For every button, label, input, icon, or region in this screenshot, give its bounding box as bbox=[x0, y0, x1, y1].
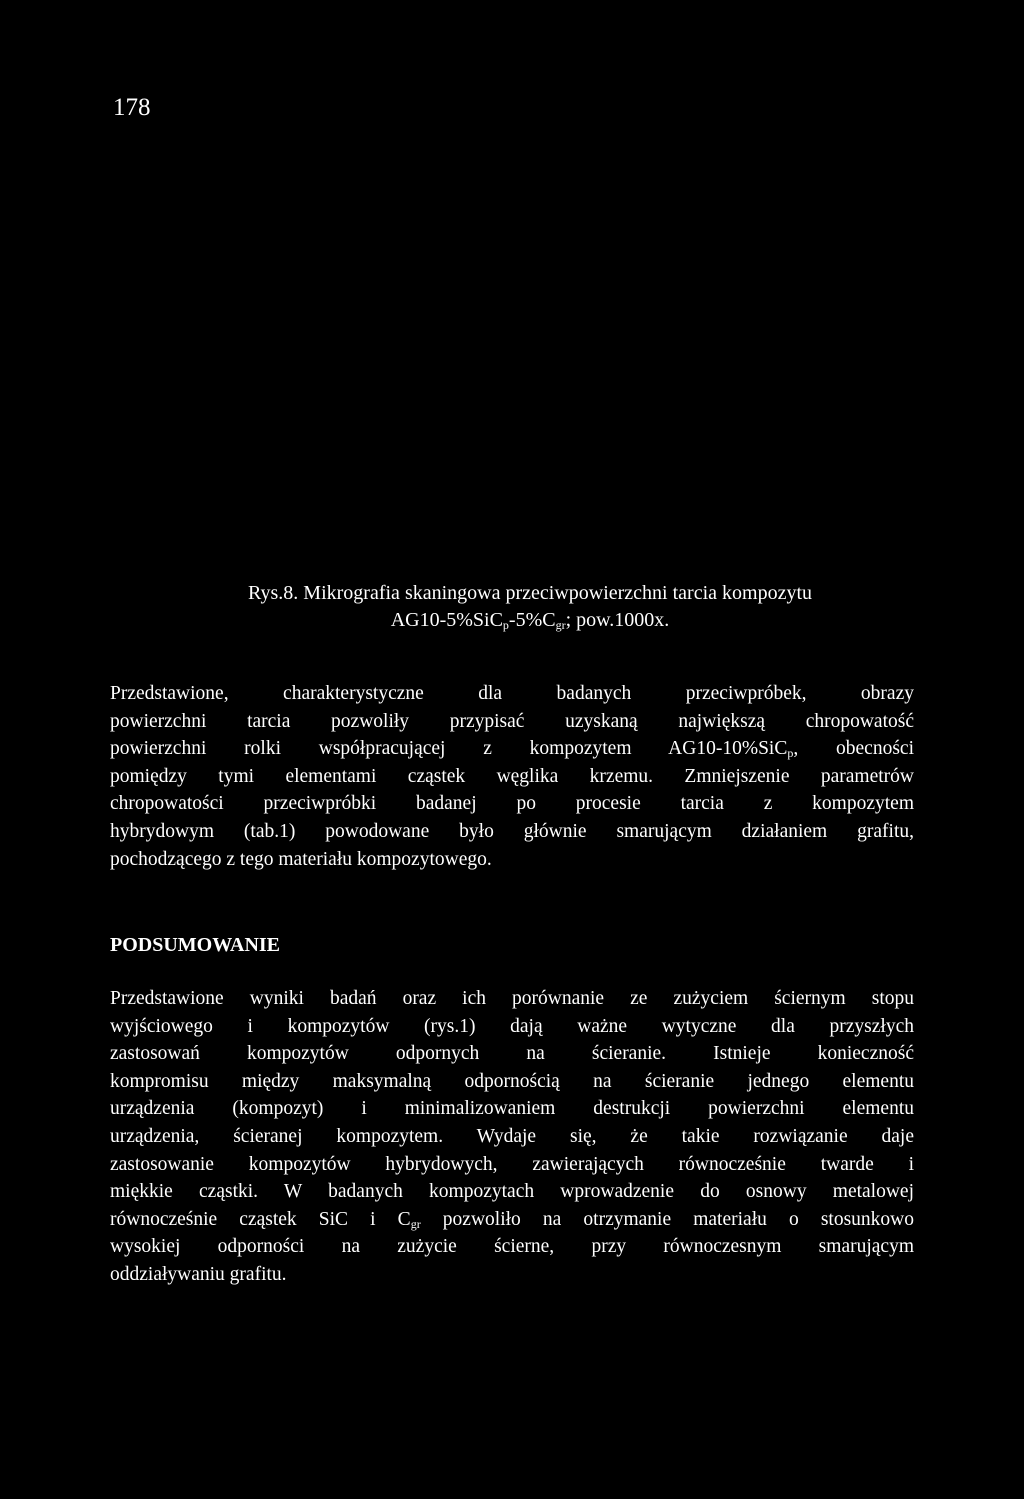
paragraph-line: chropowatości przeciwpróbki badanej po procesie tarcia z kompozytem bbox=[110, 793, 914, 815]
paragraph-text: pozwoliło na otrzymanie materiału o stosunkowo bbox=[420, 1208, 914, 1230]
paragraph-line: wyjściowego i kompozytów (rys.1) dają ważne wytyczne dla przyszłych bbox=[110, 1015, 914, 1037]
caption-subscript: gr bbox=[555, 618, 566, 632]
paragraph-results bbox=[110, 680, 914, 873]
paragraph-line: urządzenia, ścieranej kompozytem. Wydaje się, że takie rozwiązanie daje bbox=[110, 1125, 914, 1147]
paragraph-line bbox=[110, 735, 914, 763]
caption-text: AG10-5%SiC bbox=[390, 609, 503, 631]
paragraph-text: powierzchni rolki współpracującej z kompozytem AG10-10%SiC bbox=[110, 738, 788, 760]
caption-subscript: p bbox=[502, 618, 509, 632]
caption-text: ; pow.1000x. bbox=[565, 609, 670, 631]
paragraph-text: , obecności bbox=[793, 738, 914, 760]
paragraph-line: kompromisu między maksymalną odpornością na ścieranie jednego elementu bbox=[110, 1070, 914, 1092]
paragraph-line: Przedstawione, charakterystyczne dla badanych przeciwpróbek, obrazy bbox=[110, 683, 914, 704]
paragraph-line: hybrydowym (tab.1) powodowane było głównie smarującym działaniem grafitu, bbox=[110, 820, 914, 842]
page-number: 178 bbox=[113, 94, 151, 121]
figure-caption bbox=[160, 580, 900, 634]
paragraph-line: miękkie cząstki. W badanych kompozytach wprowadzenie do osnowy metalowej bbox=[110, 1181, 914, 1203]
paragraph-line: Przedstawione wyniki badań oraz ich porównanie ze zużyciem ściernym stopu bbox=[110, 988, 914, 1009]
caption-line-2 bbox=[160, 607, 900, 634]
paragraph-line: zastosowanie kompozytów hybrydowych, zawierających równocześnie twarde i bbox=[110, 1153, 914, 1175]
paragraph-subscript: p bbox=[787, 746, 794, 761]
paragraph-subscript: gr bbox=[410, 1216, 421, 1231]
paragraph-line: pomiędzy tymi elementami cząstek węglika krzemu. Zmniejszenie parametrów bbox=[110, 765, 914, 787]
paragraph-line: wysokiej odporności na zużycie ścierne, przy równoczesnym smarującym bbox=[110, 1236, 914, 1258]
paragraph-text: równocześnie cząstek SiC i C bbox=[110, 1208, 411, 1230]
paragraph-line: oddziaływaniu grafitu. bbox=[110, 1263, 287, 1285]
paragraph-line: pochodzącego z tego materiału kompozytowego. bbox=[110, 848, 492, 870]
caption-text: -5%C bbox=[508, 609, 556, 631]
paragraph-line: powierzchni tarcia pozwoliły przypisać uzyskaną największą chropowatość bbox=[110, 710, 914, 732]
paragraph-summary bbox=[110, 985, 914, 1289]
caption-line-1: Rys.8. Mikrografia skaningowa przeciwpowierzchni tarcia kompozytu bbox=[247, 582, 813, 604]
paragraph-line: urządzenia (kompozyt) i minimalizowaniem destrukcji powierzchni elementu bbox=[110, 1098, 914, 1120]
paragraph-line: zastosowań kompozytów odpornych na ścieranie. Istnieje konieczność bbox=[110, 1043, 914, 1065]
section-heading: PODSUMOWANIE bbox=[110, 934, 281, 956]
paragraph-line bbox=[110, 1206, 914, 1234]
